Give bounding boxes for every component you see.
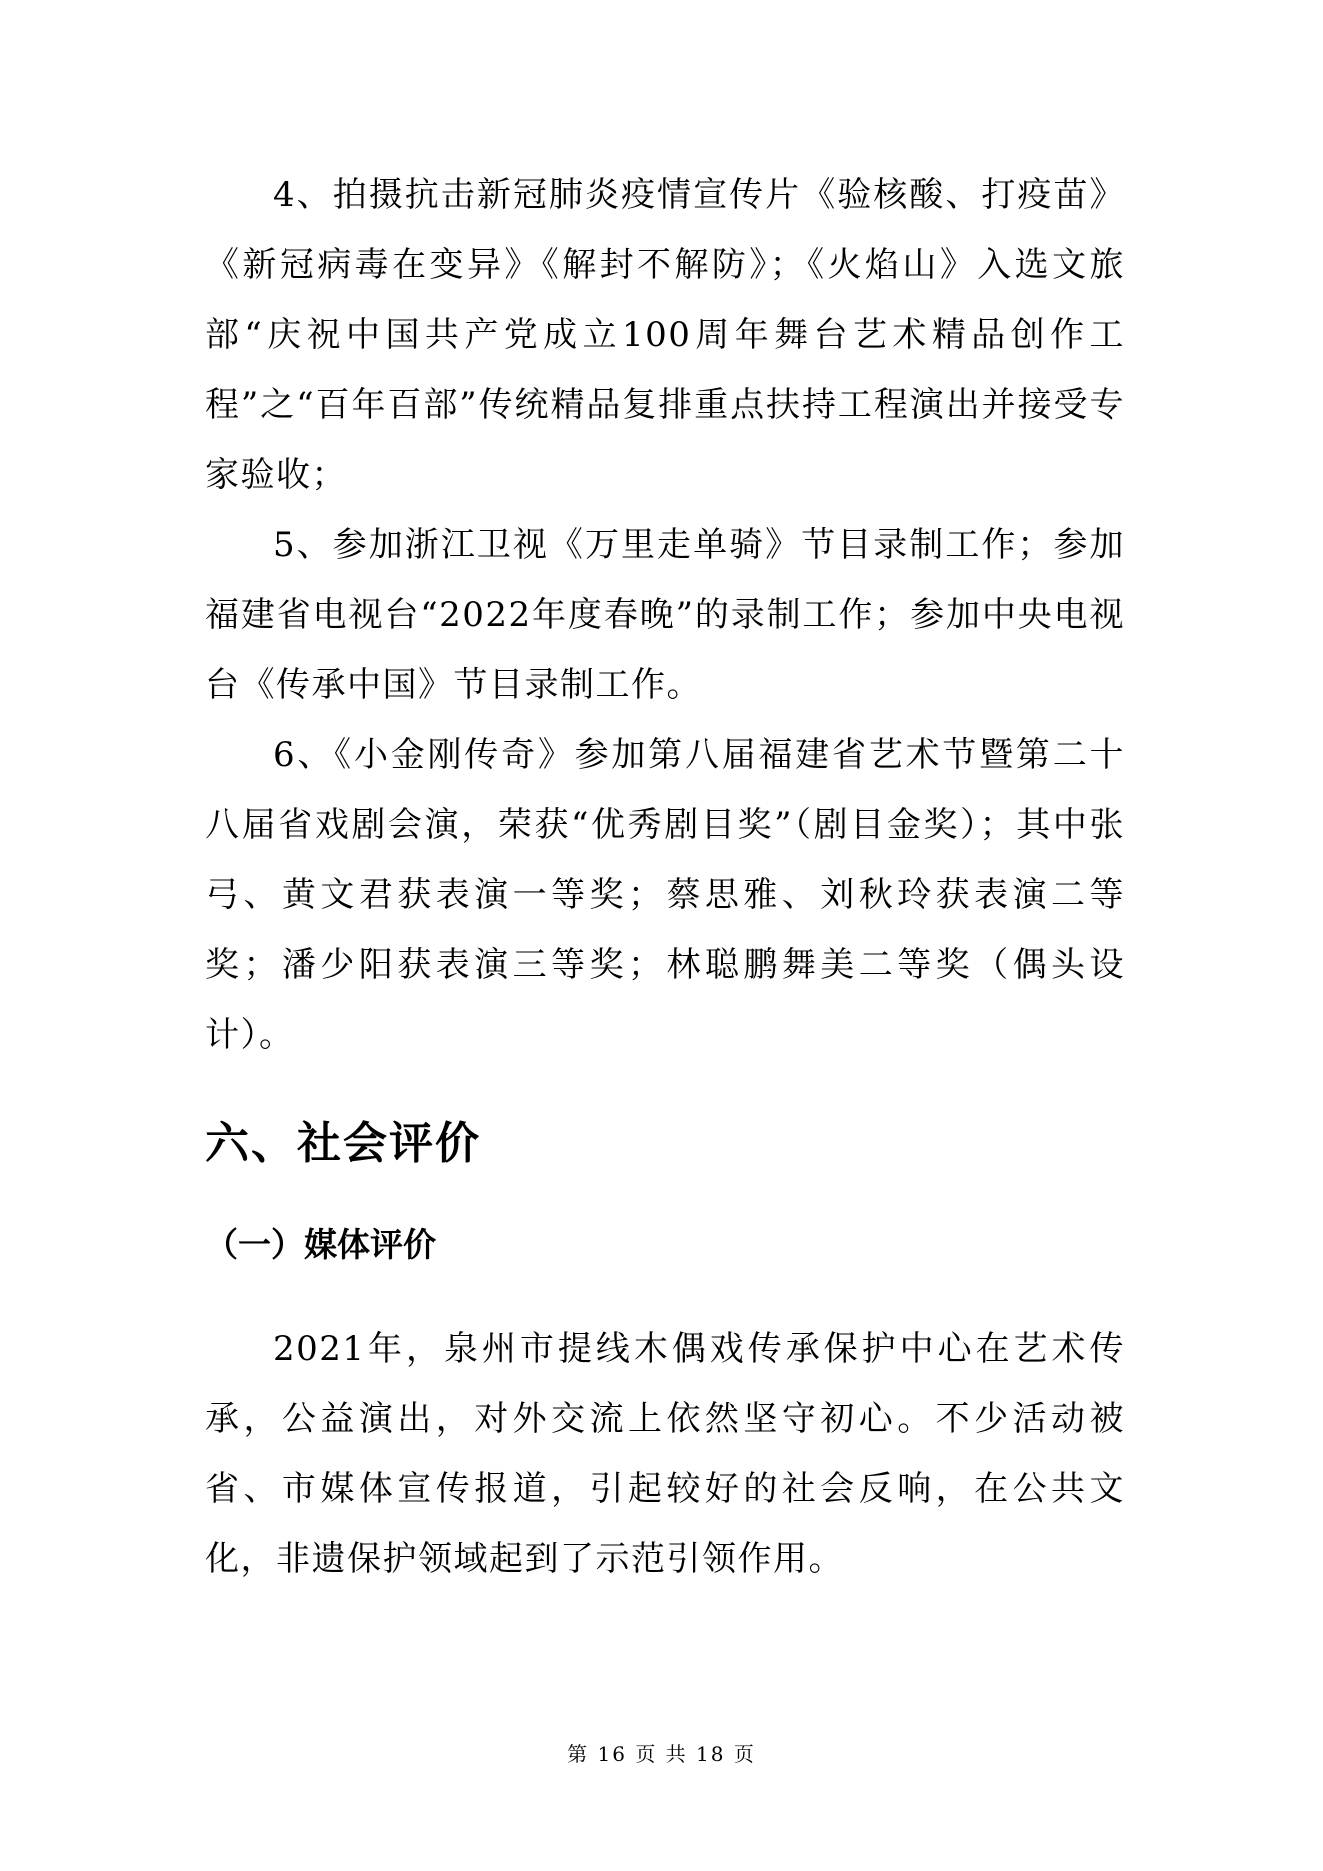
paragraph-item-5: 5、参加浙江卫视《万里走单骑》节目录制工作；参加福建省电视台“2022年度春晚”的录制工作；参加中央电视台《传承中国》节目录制工作。	[205, 525, 1125, 705]
paragraph-item-4: 4、拍摄抗击新冠肺炎疫情宣传片《验核酸、打疫苗》《新冠病毒在变异》《解封不解防》；《火焰山》入选文旅部“庆祝中国共产党成立100周年舞台艺术精品创作工程”之“百年百部”传统精品复排重点扶持工程演出并接受专家验收；	[205, 175, 1125, 495]
page-number-footer: 第 16 页 共 18 页	[567, 1742, 756, 1766]
section-heading: 六、社会评价	[205, 1118, 481, 1169]
document-body	[205, 160, 1125, 1594]
paragraph-media-evaluation: 2021年，泉州市提线木偶戏传承保护中心在艺术传承，公益演出，对外交流上依然坚守初心。不少活动被省、市媒体宣传报道，引起较好的社会反响，在公共文化，非遗保护领域起到了示范引领作用。	[205, 1329, 1125, 1579]
subsection-heading: （一）媒体评价	[205, 1225, 436, 1264]
paragraph-item-6: 6、《小金刚传奇》参加第八届福建省艺术节暨第二十八届省戏剧会演，荣获“优秀剧目奖”（剧目金奖）；其中张弓、黄文君获表演一等奖；蔡思雅、刘秋玲获表演二等奖；潘少阳获表演三等奖；林聪鹏舞美二等奖（偶头设计）。	[205, 735, 1125, 1055]
